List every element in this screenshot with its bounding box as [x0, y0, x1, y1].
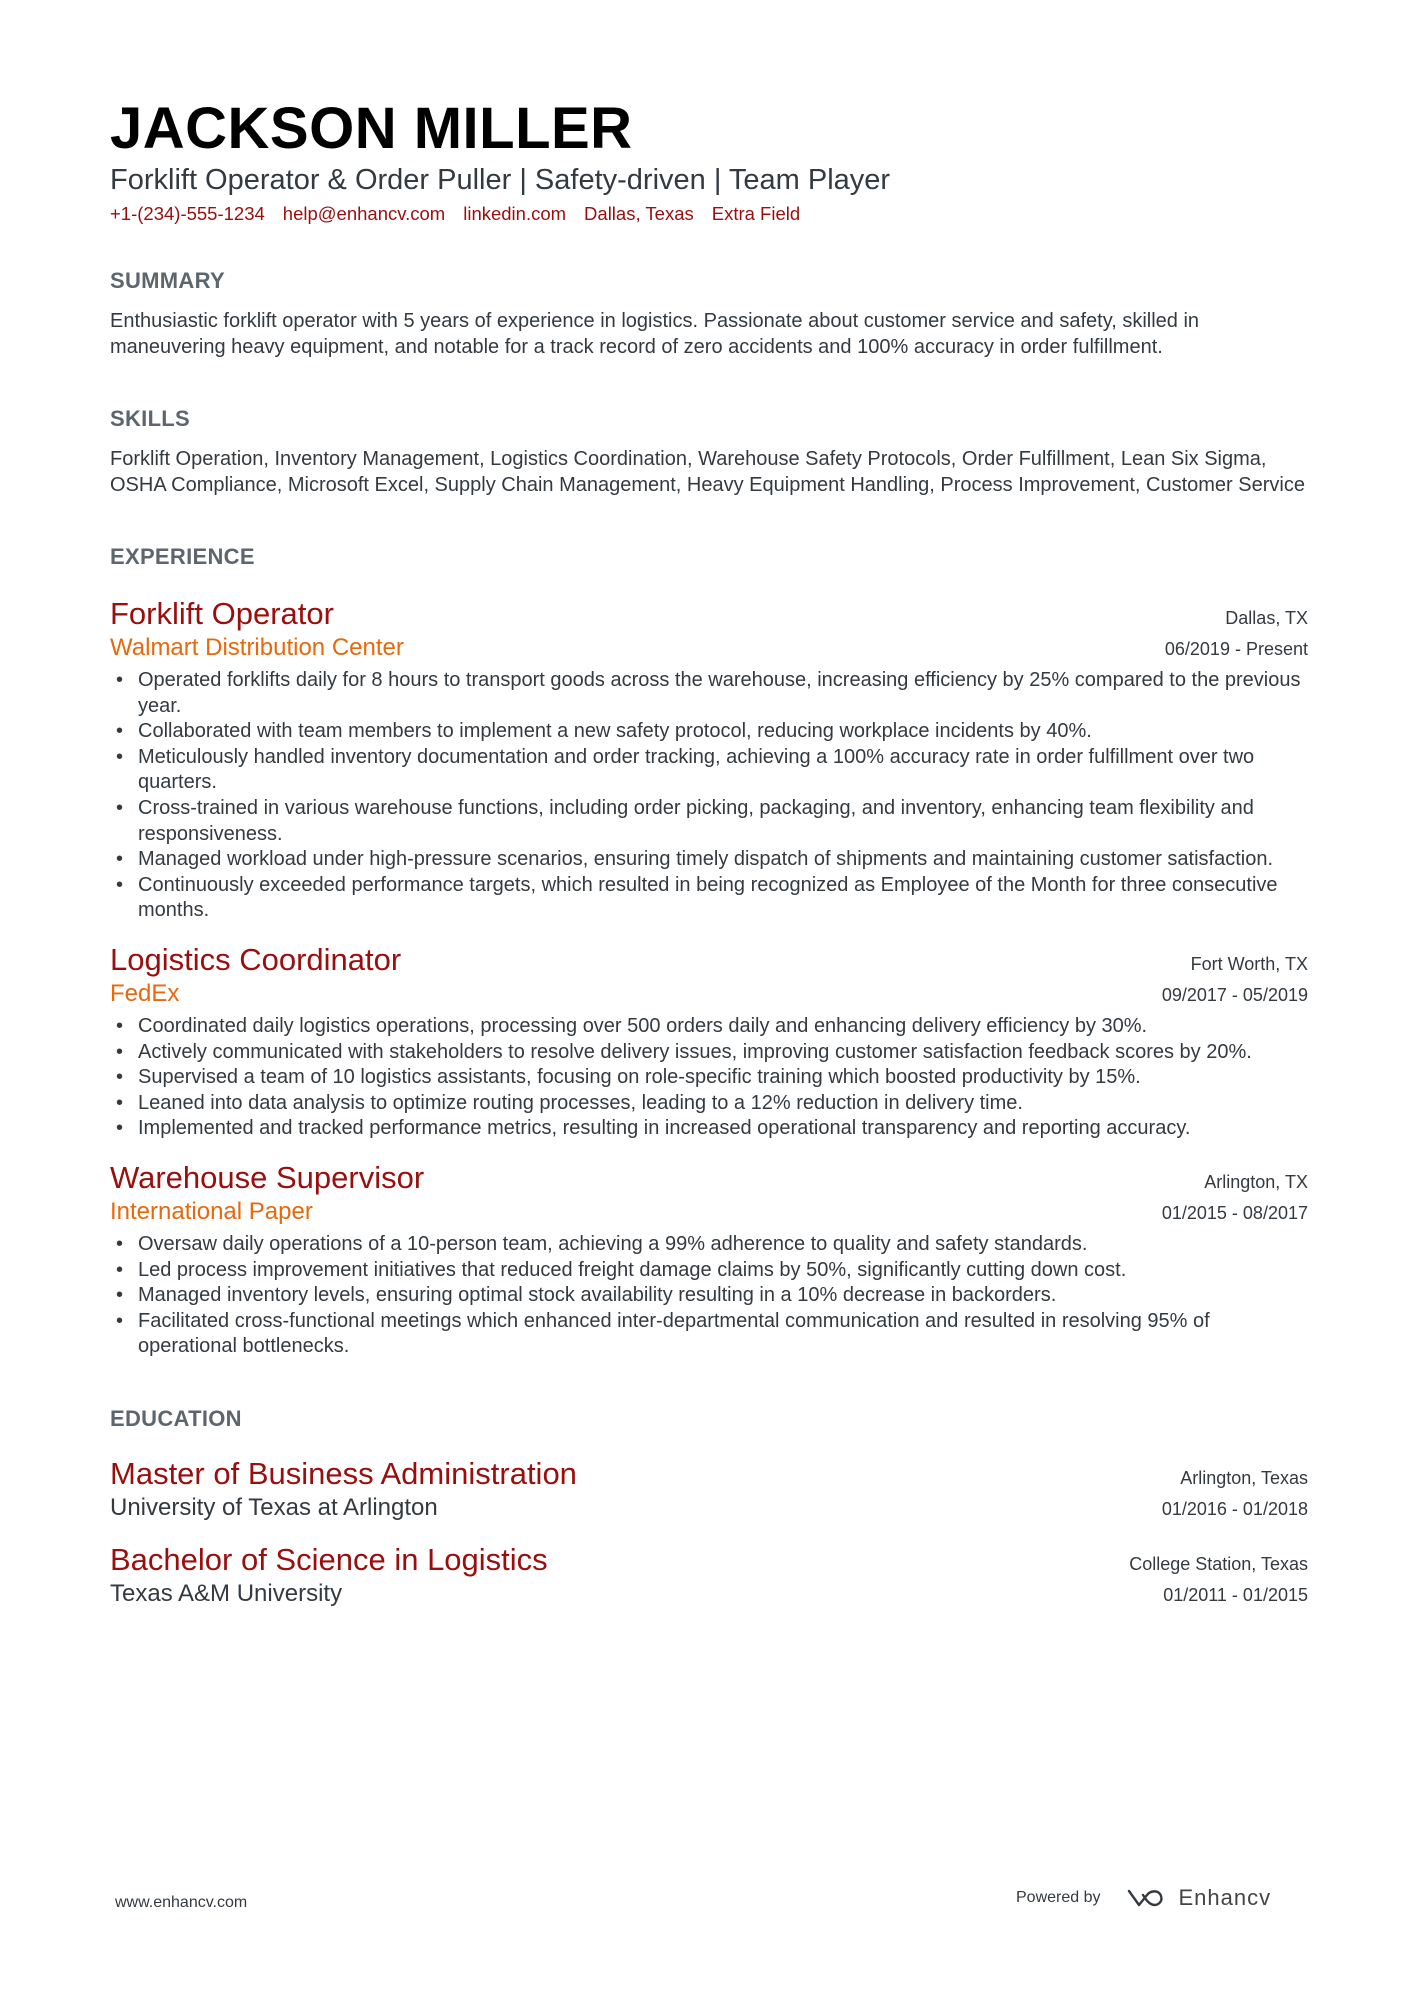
contact-phone[interactable]: +1-(234)-555-1234 — [110, 203, 265, 224]
edu-dates: 01/2011 - 01/2015 — [1163, 1584, 1308, 1605]
edu-dates: 01/2016 - 01/2018 — [1161, 1498, 1308, 1519]
edu-degree: Bachelor of Science in Logistics — [110, 1541, 548, 1577]
job-company: International Paper — [110, 1197, 313, 1225]
job-bullet: • Managed workload under high-pressure scenarios, ensuring timely dispatch of shipments and maintaining customer satisfaction. — [110, 847, 1308, 873]
education-entry — [110, 1456, 1308, 1524]
job-role: Forklift Operator — [110, 596, 334, 631]
contact-email[interactable]: help@enhancv.com — [282, 203, 446, 224]
summary-heading: SUMMARY — [110, 268, 225, 293]
job-location: Fort Worth, TX — [1190, 953, 1308, 974]
experience-entry — [110, 1160, 1308, 1360]
education-heading: EDUCATION — [110, 1405, 242, 1431]
contact-location: Dallas, Texas — [584, 203, 694, 224]
job-location: Dallas, TX — [1225, 608, 1308, 628]
enhancv-logo-text: Enhancv — [1178, 1885, 1272, 1910]
powered-by-label: Powered by — [1016, 1889, 1101, 1906]
job-dates: 09/2017 - 05/2019 — [1161, 984, 1308, 1005]
job-bullet: • Coordinated daily logistics operations, processing over 500 orders daily and enhancing delivery efficiency by 30%. — [110, 1014, 1308, 1040]
job-bullet: • Cross-trained in various warehouse functions, including order picking, packaging, and inventory, enhancing team flexibility and responsiveness. — [110, 796, 1308, 847]
edu-school: Texas A&M University — [110, 1579, 343, 1607]
job-bullets — [110, 668, 1308, 924]
contact-extra-field: Extra Field — [711, 203, 801, 224]
footer-website[interactable]: www.enhancv.com — [115, 1894, 248, 1911]
job-bullet: • Collaborated with team members to implement a new safety protocol, reducing workplace incidents by 40%. — [110, 719, 1308, 745]
job-role: Logistics Coordinator — [110, 941, 402, 977]
job-bullets — [110, 1014, 1308, 1142]
job-bullet: • Oversaw daily operations of a 10-person team, achieving a 99% adherence to quality and safety standards. — [110, 1232, 1308, 1258]
job-bullet: • Actively communicated with stakeholders to resolve delivery issues, improving customer satisfaction feedback scores by 20%. — [110, 1040, 1308, 1066]
candidate-name: JACKSON MILLER — [110, 96, 633, 161]
experience-entry — [110, 942, 1308, 1142]
enhancv-logo[interactable] — [1125, 1885, 1272, 1911]
job-company: Walmart Distribution Center — [110, 634, 404, 661]
job-bullet: • Meticulously handled inventory documentation and order tracking, achieving a 100% accuracy rate in order fulfillment over two quarters. — [110, 745, 1308, 796]
education-entry — [110, 1542, 1308, 1610]
job-bullet: • Supervised a team of 10 logistics assistants, focusing on role-specific training which boosted productivity by 15%. — [110, 1065, 1308, 1091]
edu-degree: Master of Business Administration — [110, 1455, 577, 1491]
job-location: Arlington, TX — [1204, 1171, 1308, 1192]
job-dates: 01/2015 - 08/2017 — [1161, 1202, 1308, 1223]
job-company: FedEx — [110, 979, 180, 1007]
resume-page — [110, 96, 1308, 1610]
footer-branding — [1016, 1885, 1271, 1911]
job-bullet: • Continuously exceeded performance targets, which resulted in being recognized as Employee of the Month for three consecutive months. — [110, 873, 1308, 924]
experience-entry — [110, 596, 1308, 924]
edu-school: University of Texas at Arlington — [110, 1493, 438, 1521]
experience-heading: EXPERIENCE — [110, 544, 255, 569]
candidate-headline: Forklift Operator & Order Puller | Safety-driven | Team Player — [110, 164, 891, 196]
job-bullet: • Leaned into data analysis to optimize routing processes, leading to a 12% reduction in delivery time. — [110, 1091, 1308, 1117]
contact-row — [110, 202, 1308, 226]
enhancv-logo-icon — [1125, 1886, 1169, 1910]
job-bullet: • Led process improvement initiatives that reduced freight damage claims by 50%, significantly cutting down cost. — [110, 1258, 1308, 1284]
contact-linkedin[interactable]: linkedin.com — [463, 203, 567, 224]
job-bullet: • Managed inventory levels, ensuring optimal stock availability resulting in a 10% decrease in backorders. — [110, 1283, 1308, 1309]
job-role: Warehouse Supervisor — [110, 1159, 425, 1195]
job-dates: 06/2019 - Present — [1164, 639, 1308, 659]
skills-heading: SKILLS — [110, 406, 191, 431]
job-bullet: • Operated forklifts daily for 8 hours to transport goods across the warehouse, increasing efficiency by 25% compared to the previous year. — [110, 668, 1308, 719]
job-bullets — [110, 1232, 1308, 1360]
summary-text: Enthusiastic forklift operator with 5 years of experience in logistics. Passionate about customer service and safety, skilled in maneuvering heavy equipment, and notable for a track record of zero accidents and 100% accuracy in order fulfillment. — [110, 310, 1200, 358]
edu-location: College Station, Texas — [1129, 1553, 1308, 1574]
edu-location: Arlington, Texas — [1180, 1467, 1308, 1488]
skills-text: Forklift Operation, Inventory Management, Logistics Coordination, Warehouse Safety Protocols, Order Fulfillment, Lean Six Sigma, OSHA Compliance, Microsoft Excel, Supply Chain Management, Heavy Equipment Handling, Process Improvement, Customer Service — [110, 448, 1305, 496]
job-bullet: • Facilitated cross-functional meetings which enhanced inter-departmental communication and resulted in resolving 95% of operational bottlenecks. — [110, 1309, 1308, 1360]
job-bullet: • Implemented and tracked performance metrics, resulting in increased operational transparency and reporting accuracy. — [110, 1116, 1308, 1142]
